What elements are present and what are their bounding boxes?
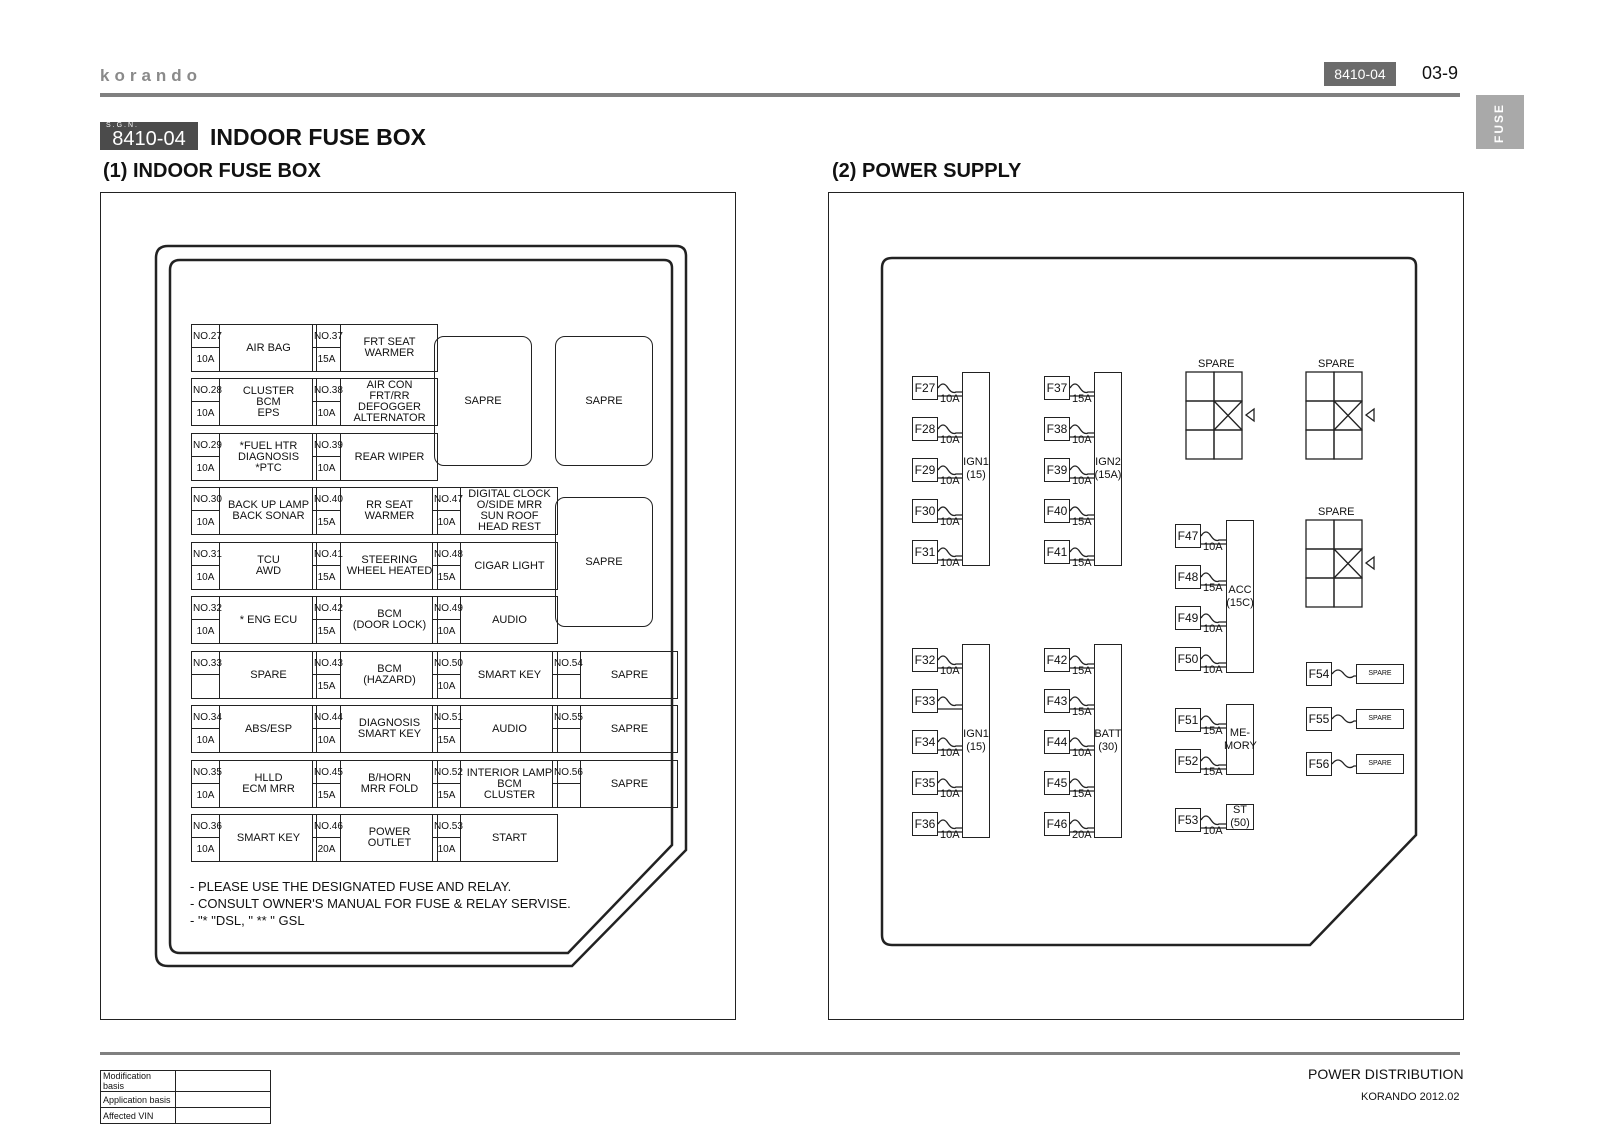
fuse-rating: 10A — [940, 434, 960, 446]
bus-label: IGN1 (15) — [963, 456, 989, 481]
fuse-id-tag: F46 — [1044, 812, 1070, 836]
subtitle-power-supply: (2) POWER SUPPLY — [832, 160, 1022, 182]
note-line: - PLEASE USE THE DESIGNATED FUSE AND RELAY. — [190, 879, 512, 894]
revision-value — [176, 1071, 271, 1092]
fuse-label: SAPRE — [610, 722, 649, 735]
fuse-rating: 10A — [192, 620, 220, 643]
fuse-id-tag: F56 — [1306, 752, 1332, 776]
fuse-label: B/HORN MRR FOLD — [360, 772, 419, 795]
fuse-number: NO.41 — [313, 543, 341, 566]
section-code: 8410-04 — [112, 128, 186, 150]
fuse-label: AIR BAG — [246, 341, 291, 354]
bus-label: ME- MORY — [1224, 726, 1257, 752]
fuse-number: NO.31 — [192, 543, 220, 566]
page-title: INDOOR FUSE BOX — [210, 124, 426, 150]
fuse-number: NO.50 — [433, 652, 461, 675]
fuse-rating: 15A — [313, 566, 341, 589]
fuse-rating: 15A — [1072, 516, 1092, 528]
fuse-number: NO.34 — [192, 706, 220, 729]
fuse-id-tag: F39 — [1044, 458, 1070, 482]
fuse-id-tag: F27 — [912, 376, 938, 400]
fuse-label: POWER OUTLET — [367, 826, 412, 849]
fuse-label: BCM (DOOR LOCK) — [352, 608, 427, 631]
fuse-id-tag: F49 — [1175, 606, 1201, 630]
fuse-number: NO.36 — [192, 815, 220, 838]
fuse-rating: 15A — [313, 348, 341, 371]
fuse-rating: 15A — [1203, 766, 1223, 778]
fuse-rating: 10A — [940, 475, 960, 487]
fuse-rating: 10A — [1203, 541, 1223, 553]
fuse-label: START — [491, 831, 528, 844]
fuse-rating: 20A — [313, 838, 341, 861]
fuse-label: REAR WIPER — [354, 450, 425, 463]
fuse-id-tag: F38 — [1044, 417, 1070, 441]
spare-fuse-box: SPARE — [1356, 709, 1404, 729]
fuse-label: SMART KEY — [236, 831, 301, 844]
fuse-label: CLUSTER BCM EPS — [242, 384, 295, 419]
fuse-rating: 10A — [940, 747, 960, 759]
fuse-label: TCU AWD — [255, 554, 282, 577]
fuse-rating: 10A — [192, 457, 220, 480]
fuse-rating: 15A — [433, 784, 461, 807]
fuse-id-tag: F53 — [1175, 808, 1201, 832]
footer-model: KORANDO 2012.02 — [1361, 1091, 1460, 1103]
fuse-rating: 10A — [1072, 747, 1092, 759]
fuse-number: NO.27 — [192, 325, 220, 348]
fuse-rating: 10A — [192, 566, 220, 589]
fuse-id-tag: F48 — [1175, 565, 1201, 589]
fuse-id-tag: F35 — [912, 771, 938, 795]
revision-value — [176, 1092, 271, 1108]
fuse-rating: 10A — [192, 402, 220, 425]
spare-relay — [1186, 372, 1242, 459]
spare-relay — [1306, 372, 1362, 459]
table-row — [101, 1071, 271, 1092]
fuse-rating: 15A — [1072, 393, 1092, 405]
spare-relay-label: SPARE — [1198, 358, 1235, 370]
table-row — [101, 1108, 271, 1124]
fuse-rating: 10A — [940, 788, 960, 800]
fuse-label: AIR CON FRT/RR DEFOGGER ALTERNATOR — [353, 379, 426, 424]
fuse-id-tag: F45 — [1044, 771, 1070, 795]
fuse-id-tag: F52 — [1175, 749, 1201, 773]
fuse-rating: 15A — [313, 511, 341, 534]
fuse-rating: 10A — [192, 838, 220, 861]
fuse-number: NO.44 — [313, 706, 341, 729]
fuse-rating: 10A — [940, 516, 960, 528]
relay-slot-3: SAPRE — [555, 497, 653, 627]
fuse-number: NO.42 — [313, 597, 341, 620]
fuse-number: NO.46 — [313, 815, 341, 838]
fuse-rating: 10A — [433, 675, 461, 698]
fuse-number: NO.48 — [433, 543, 461, 566]
revision-label: Application basis — [101, 1092, 176, 1108]
fuse-id-tag: F29 — [912, 458, 938, 482]
fuse-number: NO.30 — [192, 488, 220, 511]
fuse-id-tag: F54 — [1306, 662, 1332, 686]
fuse-rating: 15A — [1072, 788, 1092, 800]
fuse-number: NO.38 — [313, 379, 341, 402]
fuse-rating: 10A — [1072, 475, 1092, 487]
table-row — [101, 1092, 271, 1108]
fuse-rating: 10A — [1203, 664, 1223, 676]
fuse-number: NO.32 — [192, 597, 220, 620]
fuse-rating: 10A — [1072, 434, 1092, 446]
footer-divider — [100, 1052, 1460, 1055]
fuse-id-tag: F37 — [1044, 376, 1070, 400]
fuse-rating: 15A — [1072, 706, 1092, 718]
fuse-id-tag: F50 — [1175, 647, 1201, 671]
fuse-number: NO.28 — [192, 379, 220, 402]
fuse-id-tag: F40 — [1044, 499, 1070, 523]
bus-label: ACC (15C) — [1226, 583, 1254, 609]
fuse-label: BCM (HAZARD) — [363, 663, 416, 686]
bus-label: BATT (30) — [1094, 728, 1122, 753]
fuse-id-tag: F31 — [912, 540, 938, 564]
fuse-number: NO.33 — [192, 652, 220, 675]
fuse-rating: 10A — [433, 838, 461, 861]
header-section-code: 8410-04 — [1324, 62, 1396, 86]
fuse-rating: 10A — [1203, 623, 1223, 635]
fuse-id-tag: F41 — [1044, 540, 1070, 564]
fuse-id-tag: F44 — [1044, 730, 1070, 754]
fuse-rating: 10A — [433, 511, 461, 534]
fuse-label: DIAGNOSIS SMART KEY — [357, 717, 422, 740]
fuse-label: SAPRE — [610, 777, 649, 790]
fuse-rating: 15A — [433, 566, 461, 589]
revision-table — [100, 1070, 271, 1124]
spare-relay — [1306, 520, 1362, 607]
note-line: - "* "DSL, " ** " GSL — [190, 913, 305, 928]
fuse-rating: 15A — [313, 784, 341, 807]
fuse-number: NO.35 — [192, 761, 220, 784]
fuse-label: FRT SEAT WARMER — [363, 336, 416, 359]
fuse-rating: 10A — [940, 829, 960, 841]
fuse-label: *FUEL HTR DIAGNOSIS *PTC — [237, 439, 300, 474]
bus-label: IGN1 (15) — [963, 728, 989, 753]
revision-label: Modification basis — [101, 1071, 176, 1092]
fuse-rating: 10A — [192, 348, 220, 371]
fuse-number: NO.53 — [433, 815, 461, 838]
fuse-rating: 10A — [940, 393, 960, 405]
fuse-label: DIGITAL CLOCK O/SIDE MRR SUN ROOF HEAD REST — [468, 488, 551, 533]
fuse-id-tag: F33 — [912, 689, 938, 713]
footer-section: POWER DISTRIBUTION — [1308, 1066, 1464, 1082]
fuse-label: INTERIOR LAMP BCM CLUSTER — [466, 766, 553, 801]
fuse-number: NO.37 — [313, 325, 341, 348]
fuse-id-tag: F30 — [912, 499, 938, 523]
fuse-number: NO.47 — [433, 488, 461, 511]
fuse-rating: 10A — [313, 457, 341, 480]
fuse-rating: 10A — [192, 511, 220, 534]
fuse-number: NO.52 — [433, 761, 461, 784]
fuse-rating: 15A — [313, 620, 341, 643]
fuse-label: BACK UP LAMP BACK SONAR — [227, 499, 310, 522]
subtitle-indoor-fuse-box: (1) INDOOR FUSE BOX — [103, 160, 321, 182]
fuse-number: NO.49 — [433, 597, 461, 620]
page-number: 03-9 — [1422, 63, 1459, 83]
relay-slot-2: SAPRE — [555, 336, 653, 466]
fuse-rating: 10A — [192, 729, 220, 752]
revision-label: Affected VIN — [101, 1108, 176, 1124]
fuse-rating: 10A — [433, 620, 461, 643]
fuse-label: SAPRE — [610, 668, 649, 681]
fuse-id-tag: F28 — [912, 417, 938, 441]
fuse-rating: 15A — [313, 675, 341, 698]
fuse-number: NO.39 — [313, 434, 341, 457]
fuse-label: STEERING WHEEL HEATED — [346, 554, 433, 577]
fuse-number: NO.54 — [553, 652, 581, 675]
fuse-rating: 10A — [940, 665, 960, 677]
fuse-id-tag: F47 — [1175, 524, 1201, 548]
spare-relay-label: SPARE — [1318, 358, 1355, 370]
fuse-id-tag: F43 — [1044, 689, 1070, 713]
fuse-rating: 15A — [433, 729, 461, 752]
fuse-number: NO.55 — [553, 706, 581, 729]
side-tab-label: FUSE — [1492, 103, 1506, 144]
fuse-rating: 15A — [1203, 582, 1223, 594]
fuse-rating: 15A — [1072, 665, 1092, 677]
fuse-label: ABS/ESP — [244, 722, 293, 735]
fuse-label: HLLD ECM MRR — [242, 772, 295, 795]
fuse-rating: 10A — [1203, 825, 1223, 837]
fuse-id-tag: F51 — [1175, 708, 1201, 732]
spare-fuse-box: SPARE — [1356, 754, 1404, 774]
revision-value — [176, 1108, 271, 1124]
fuse-number: NO.56 — [553, 761, 581, 784]
fuse-label: SPARE — [250, 668, 287, 681]
fuse-number: NO.29 — [192, 434, 220, 457]
fuse-label: RR SEAT WARMER — [364, 499, 415, 522]
fuse-label: CIGAR LIGHT — [474, 559, 545, 572]
fuse-id-tag: F34 — [912, 730, 938, 754]
brand-logo: korando — [100, 66, 203, 85]
relay-slot-1: SAPRE — [434, 336, 532, 466]
fuse-rating: 10A — [313, 729, 341, 752]
sgn-label: S.G.N. — [106, 122, 140, 129]
note-line: - CONSULT OWNER'S MANUAL FOR FUSE & RELAY SERVISE. — [190, 896, 571, 911]
fuse-rating: 10A — [192, 784, 220, 807]
fuse-label: AUDIO — [492, 613, 527, 626]
fuse-number: NO.43 — [313, 652, 341, 675]
fuse-id-tag: F55 — [1306, 707, 1332, 731]
fuse-rating: 10A — [940, 557, 960, 569]
fuse-number: NO.51 — [433, 706, 461, 729]
fuse-number: NO.40 — [313, 488, 341, 511]
fuse-id-tag: F32 — [912, 648, 938, 672]
fuse-rating: 15A — [1072, 557, 1092, 569]
fuse-label: AUDIO — [492, 722, 527, 735]
fuse-number: NO.45 — [313, 761, 341, 784]
bus-label: ST (50) — [1230, 804, 1250, 829]
fuse-rating: 20A — [1072, 829, 1092, 841]
fuse-label: SMART KEY — [477, 668, 542, 681]
fuse-rating: 10A — [313, 402, 341, 425]
fuse-rating: 15A — [1203, 725, 1223, 737]
spare-relay-label: SPARE — [1318, 506, 1355, 518]
fuse-label: * ENG ECU — [239, 613, 298, 626]
fuse-id-tag: F36 — [912, 812, 938, 836]
fuse-id-tag: F42 — [1044, 648, 1070, 672]
spare-fuse-box: SPARE — [1356, 664, 1404, 684]
bus-label: IGN2 (15A) — [1094, 456, 1122, 481]
